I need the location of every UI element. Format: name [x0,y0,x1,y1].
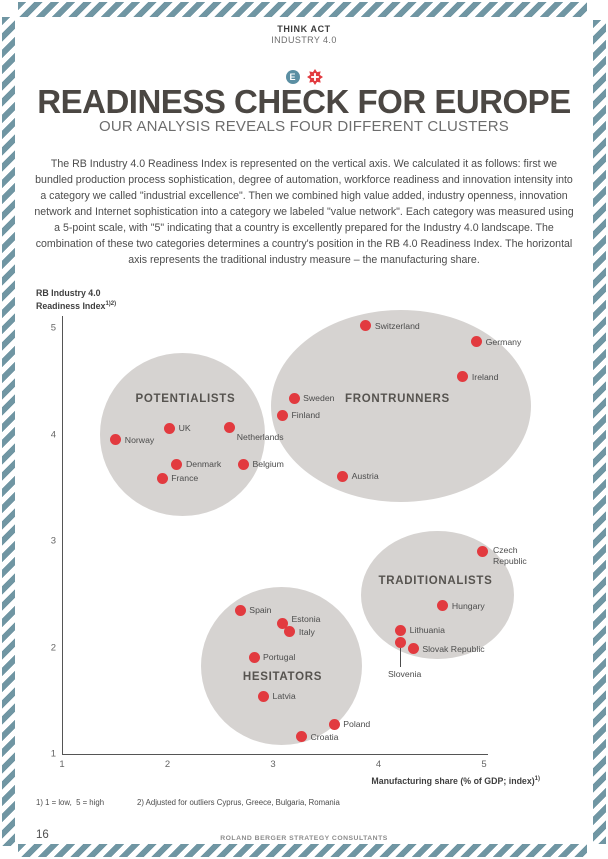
x-tick-4: 4 [375,759,382,770]
point-label-uk: UK [178,423,191,434]
y-tick-4: 4 [50,429,56,440]
x-tick-3: 3 [270,759,276,770]
point-austria [337,471,348,482]
point-label-belgium: Belgium [252,459,284,470]
x-axis-footnote-marker: 1) [534,776,540,783]
point-label-latvia: Latvia [272,691,296,702]
x-tick-5: 5 [481,759,487,770]
point-belgium [238,459,249,470]
point-uk [164,423,175,434]
point-slovak-republic [408,643,419,654]
point-netherlands [224,422,235,433]
point-france [157,473,168,484]
point-label-germany: Germany [485,336,522,347]
point-sweden [289,393,300,404]
point-label-slovak-republic: Slovak Republic [422,643,485,654]
y-tick-5: 5 [50,322,56,334]
point-label-slovenia: Slovenia [387,669,422,680]
footnote-1: 1) 1 = low, 5 = high [36,798,105,807]
point-label-spain: Spain [249,605,272,616]
cluster-hesitators [198,584,365,748]
point-label-estonia: Estonia [291,614,321,624]
x-axis-line [62,754,488,755]
cluster-label-frontrunners: FRONTRUNNERS [345,393,450,406]
x-tick-2: 2 [164,759,171,770]
page-title: READINESS CHECK FOR EUROPE [37,83,571,120]
cluster-label-traditionalists: TRADITIONALISTS [378,575,493,588]
point-label-netherlands: Netherlands [236,432,284,443]
point-finland [277,410,288,421]
intro-paragraph: The RB Industry 4.0 Readiness Index is represented on the vertical axis. We calculated it as follows: first we bundled production process sophistication, degree of automation, workforce readiness and innovation intensity into a category we called "industrial excellence". Then we combined high value added, industry openness, innovation network and Internet sophistication into a category we labeled "value network". Each category was measured using a 5-point scale, with "5" indicating that a country is excellently prepared for the Industry 4.0 landscape. The combination of these two categories determines a country's position in the RB 4.0 Readiness Index. The horizontal axis represents the traditional industry measure – the manufacturing share. [34,158,574,266]
point-label-norway: Norway [124,434,155,445]
point-label-hungary: Hungary [451,600,485,611]
y-tick-3: 3 [50,535,56,547]
point-label-denmark: Denmark [185,459,222,470]
point-label-czech-republic: Czech Republic [492,544,527,566]
cluster-label-hesitators: HESITATORS [242,671,323,684]
y-axis-line [62,316,63,754]
page-number: 16 [36,829,49,841]
series-subtitle: INDUSTRY 4.0 [271,35,337,45]
point-label-france: France [171,473,199,484]
y-axis-title: RB Industry 4.0 Readiness Index$^{1)2)}$ [36,288,117,311]
point-slovenia [395,637,406,648]
e-circle-icon: E [286,70,300,84]
point-spain [235,605,246,616]
point-label-italy: Italy [298,626,315,637]
y-tick-2: 2 [50,642,56,653]
x-tick-1: 1 [59,759,65,770]
point-label-lithuania: Lithuania [409,625,445,636]
point-label-austria: Austria [351,471,379,482]
point-label-switzerland: Switzerland [374,320,420,331]
point-label-ireland: Ireland [471,371,499,382]
series-title: THINK ACT [277,24,331,34]
cluster-label-potentialists: POTENTIALISTS [135,393,236,406]
point-portugal [249,652,260,663]
publisher-name: ROLAND BERGER STRATEGY CONSULTANTS [220,835,388,842]
y-axis-footnote-marker: 1)2) [105,300,117,307]
callout-line-slovenia [400,648,401,667]
point-latvia [258,691,269,702]
footnote-2: 2) Adjusted for outliers Cyprus, Greece, Bulgaria, Romania [137,798,340,807]
y-tick-1: 1 [50,748,56,760]
point-label-sweden: Sweden [303,393,335,404]
x-axis-title: Manufacturing share (% of GDP; index)$^{1)}$ [371,776,540,786]
page-subtitle: OUR ANALYSIS REVEALS FOUR DIFFERENT CLUSTERS [99,118,509,135]
point-poland [329,719,340,730]
point-label-croatia: Croatia [310,731,339,742]
point-label-finland: Finland [291,410,320,421]
point-label-portugal: Portugal [263,652,296,663]
point-label-poland: Poland [343,719,371,730]
